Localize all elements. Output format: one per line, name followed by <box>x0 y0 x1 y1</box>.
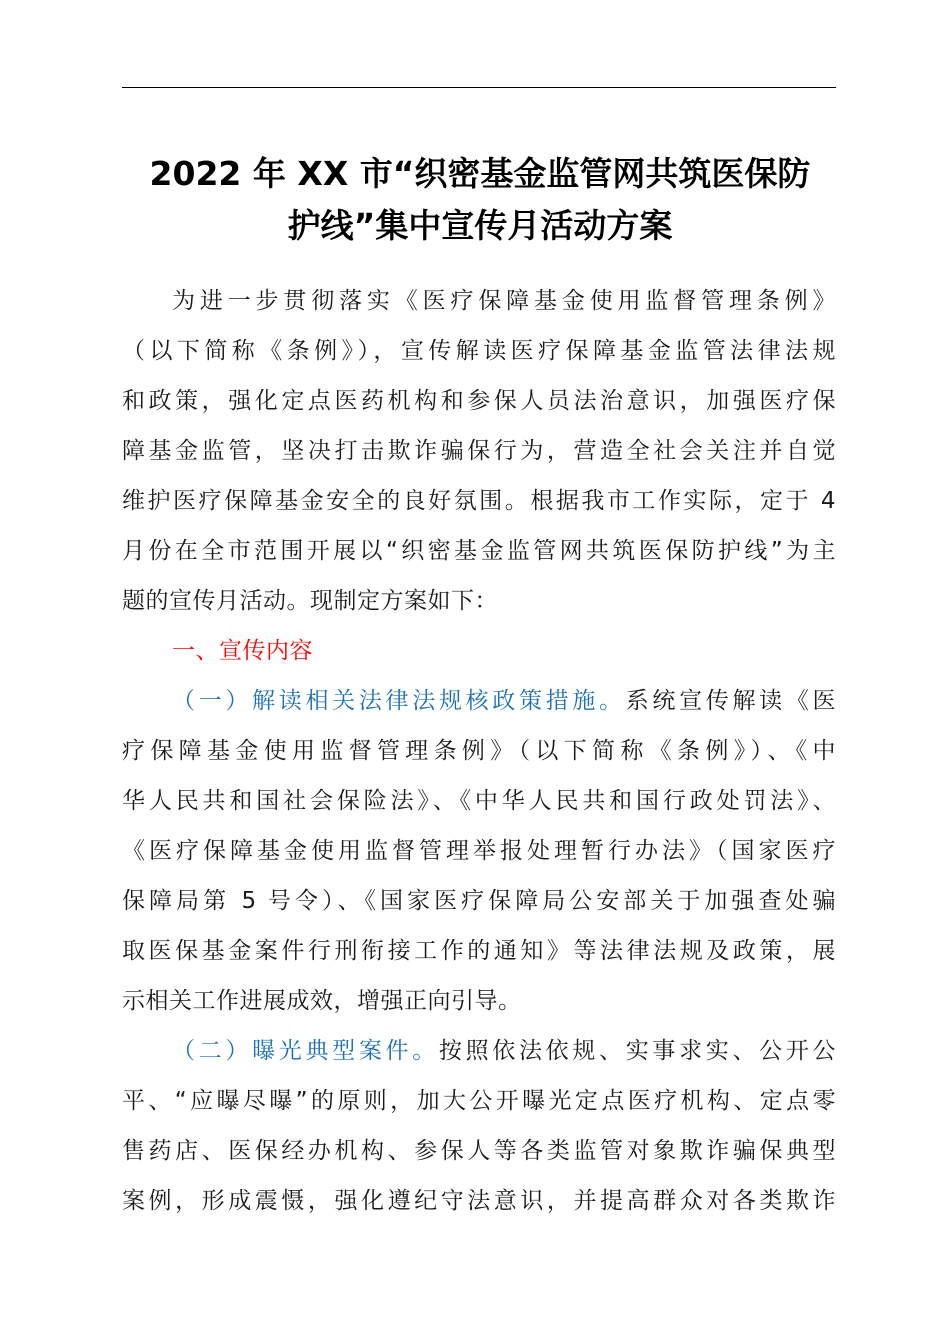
intro-line-4: 障基金监管，坚决打击欺诈骗保行为，营造全社会关注并自觉 <box>122 438 836 464</box>
item-one-line-4: 《医疗保障基金使用监督管理举报处理暂行办法》（国家医疗 <box>122 838 836 864</box>
intro-line-1: 为进一步贯彻落实《医疗保障基金使用监督管理条例》 <box>172 288 836 314</box>
item-two-first-line <box>122 1026 836 1076</box>
document-title <box>100 148 860 252</box>
item-one-heading: （一）解读相关法律法规核政策措施。 <box>172 688 626 714</box>
item-one-line-3: 华人民共和国社会保险法》、《中华人民共和国行政处罚法》、 <box>122 788 836 814</box>
item-two-line-3: 售药店、医保经办机构、参保人等各类监管对象欺诈骗保典型 <box>122 1138 836 1164</box>
item-one-line-2: 疗保障基金使用监督管理条例》（以下简称《条例》）、《中 <box>122 738 836 764</box>
intro-line-3: 和政策，强化定点医药机构和参保人员法治意识，加强医疗保 <box>122 388 836 414</box>
item-one-line-5: 保障局第 5 号令）、《国家医疗保障局公安部关于加强查处骗 <box>122 888 836 914</box>
item-one-line-6: 取医保基金案件行刑衔接工作的通知》等法律法规及政策，展 <box>122 938 836 964</box>
document-body <box>122 276 836 1226</box>
intro-line-7: 题的宣传月活动。现制定方案如下： <box>122 588 498 614</box>
header-rule <box>122 87 836 88</box>
item-one-first-line <box>122 676 836 726</box>
intro-line-2: （以下简称《条例》），宣传解读医疗保障基金监管法律法规 <box>122 338 836 364</box>
item-two-line-2: 平、“应曝尽曝”的原则，加大公开曝光定点医疗机构、定点零 <box>122 1088 836 1114</box>
item-one-line-7: 示相关工作进展成效，增强正向引导。 <box>122 988 522 1014</box>
item-two-line-4: 案例，形成震慑，强化遵纪守法意识，并提高群众对各类欺诈 <box>122 1188 836 1214</box>
section-heading-publicity-content: 一、宣传内容 <box>172 638 313 664</box>
intro-line-6: 月份在全市范围开展以“织密基金监管网共筑医保防护线”为主 <box>122 538 836 564</box>
intro-line-5: 维护医疗保障基金安全的良好氛围。根据我市工作实际，定于 4 <box>122 488 836 514</box>
title-line-2: 护线”集中宣传月活动方案 <box>287 206 673 245</box>
item-two-first-line-text: 按照依法依规、实事求实、公开公 <box>438 1038 836 1064</box>
item-one-first-line-text: 系统宣传解读《医 <box>625 688 836 714</box>
title-line-1: 2022 年 XX 市“织密基金监管网共筑医保防 <box>149 154 811 193</box>
item-two-heading: （二）曝光典型案件。 <box>172 1038 439 1064</box>
